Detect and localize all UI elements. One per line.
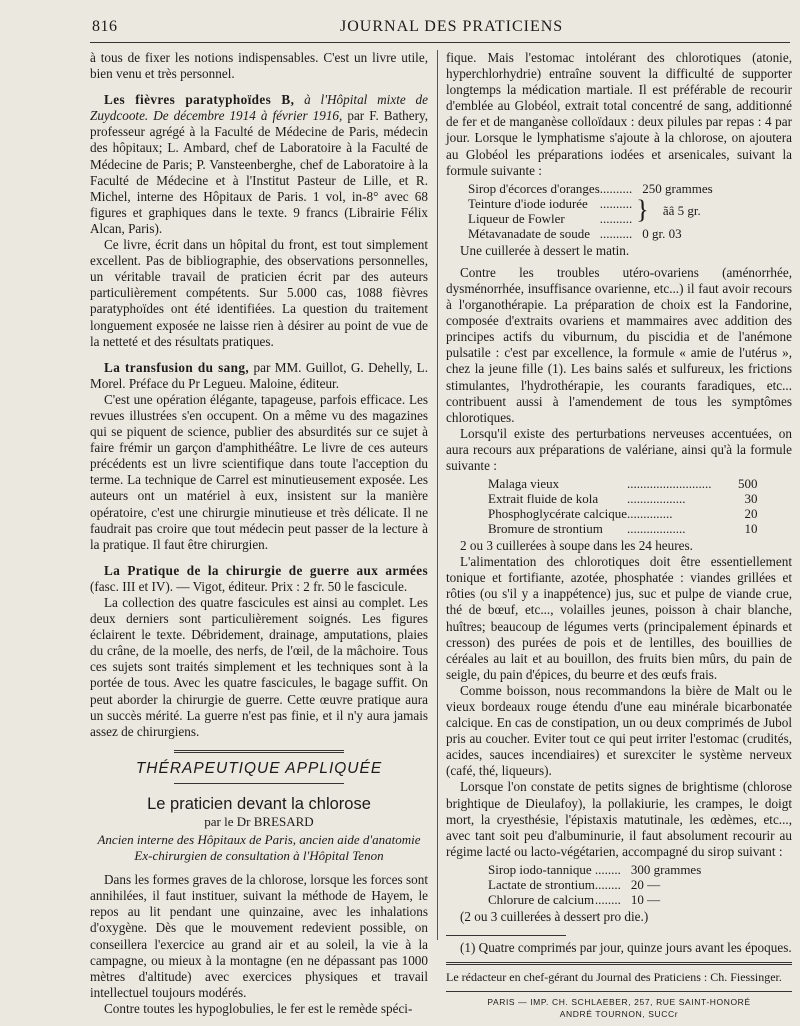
ingredient-name: Extrait fluide de kola <box>488 491 599 507</box>
ingredient-name: Malaga vieux <box>488 476 560 492</box>
article-paragraph: Contre les troubles utéro-ovariens (aménorrhée, dysménorrhée, insuffisance ovarienne, etc...) il faut avoir recours à l'organothérapie. La préparation de choix est la Fandorine, composée d'extraits ovariens et mammaires avec addition des principes actifs du viburnum, du piscidia et de l'anémone pulsatile : c'est par excellence, la formule « amie de l'utérus », chez la jeune fille (1). Les bains salés et sulfureux, les frictions stimulantes, l'hydrothérapie, les courants faradiques, etc... contribuent aussi à l'amendement de tous les symptômes chlorotiques. <box>446 264 792 425</box>
affiliation-line: Ancien interne des Hôpitaux de Paris, ancien aide d'anatomie <box>97 832 421 848</box>
editor-line: Le rédacteur en chef-gérant du Journal des Praticiens : Ch. Fiessinger. <box>446 970 782 985</box>
footnote-rule <box>446 935 566 936</box>
affiliation-line: Ex-chirurgien de consultation à l'Hôpital Tenon <box>134 848 384 864</box>
prescription-sirop <box>488 862 701 907</box>
article-paragraph: fique. Mais l'estomac intolérant des chlorotiques (atonie, hyperchlorhydrie) entraîne souvent la difficulté de supporter longtemps la médication martiale. Il est préférable de recourir d'emblée au Globéol, extrait total concentré de sang, additionné de fer et de manganèse colloïdaux : deux pilules par repas : 4 par jour. Lorsque le lymphatisme s'ajoute à la chlorose, on ajoutera au Globéol les préparations iodées et arsenicales, suivant la formule suivante : <box>446 50 792 178</box>
ingredient-qty: 0 gr. 03 <box>642 225 682 241</box>
prescription-row: Phosphoglycérate calcique .............. 20 <box>488 506 758 522</box>
review-heading: Les fièvres paratyphoïdes B, <box>104 92 295 108</box>
column-divider <box>437 50 438 940</box>
ingredient-name: Métavanadate de soude <box>468 225 591 241</box>
article-paragraph: Dans les formes graves de la chlorose, lorsque les forces sont annihilées, il faut instituer, suivant la méthode de Hayem, le repos au lit pendant une quinzaine, avec les inhalations d'oxygène. Dès que le mouvement redevient possible, on conseillera l'exercice au grand air et au soleil, la vie à la campagne, ou mieux à la montagne (en ne dépassant pas 1000 mètres d'altitude) avec exercices physiques et travail intellectuel toujours modérés. <box>90 872 428 1000</box>
article-paragraph: Lorsque l'on constate de petits signes de brightisme (chlorose brightique de Dieulafoy), la pollakiurie, les crampes, le doigt mort, la cryesthésie, l'épistaxis matutinale, les œdèmes, etc..., avec tant soit peu d'albuminurie, il faut absolument recourir au régime lacté ou lacto-végétarien, accompagné du sirop suivant : <box>446 779 792 859</box>
ingredient-qty: 30 <box>744 491 758 507</box>
prescription-row: Chlorure de calcium ........ 10 — <box>488 892 701 907</box>
ingredient-name: Bromure de strontium <box>488 521 603 537</box>
header-rule <box>90 42 790 43</box>
prescription-row: Bromure de strontium .................. 10 <box>488 521 758 537</box>
ingredient-name: Teinture d'iode iodurée <box>468 195 588 211</box>
prescription-row: Sirop d'écorces d'oranges .......... 250 grammes <box>468 180 713 196</box>
printer-rule <box>446 991 792 992</box>
article-title: Le praticien devant la chlorose <box>147 794 371 813</box>
ingredient-qty: 20 — <box>630 876 661 892</box>
dosage-line: (2 ou 3 cuillerées à dessert pro die.) <box>460 908 649 924</box>
review-citation: par MM. Guillot, G. Dehelly, L. Morel. Préface du Pr Legueu. Maloine, éditeur. <box>90 359 429 391</box>
page-number: 816 <box>92 18 118 35</box>
brace-qty: ãâ 5 gr. <box>662 203 701 219</box>
review-body: Ce livre, écrit dans un hôpital du front, est tout simplement excellent. Pas de bibliographie, des observations personnelles, un véritable travail de praticien écrit par des auteurs particulièrement compétents. Sur 5.000 cas, 1088 fièvres paratyphoïdes ont été identifiées. La question du traitement longuement exposée ne laisse rien à désirer au point de vue de la netteté et des résultats pratiques. <box>90 237 428 349</box>
article-affiliation <box>90 832 428 864</box>
dosage-line: 2 ou 3 cuillerées à soupe dans les 24 heures. <box>460 538 693 554</box>
ingredient-name: Lactate de strontium <box>488 876 595 892</box>
article-paragraph: Lorsqu'il existe des perturbations nerveuses accentuées, on aura recours aux préparations de valériane, ainsi qu'à la formule suivante : <box>446 425 792 473</box>
article-paragraph: L'alimentation des chlorotiques doit être essentiellement tonique et fortifiante, azotée, phosphatée : viandes grillées et rôties (ou s'il y a inappétence) jus, suc et pulpe de viande crue, thé de bœuf, etc..., volailles jeunes, poisson à chair blanche, huîtres; beaucoup de légumes verts (principalement épinards et cresson) des purées de pois et de lentilles, des bouillies de céréales au lait et au bouillon, des fruits bien mûrs, du pain de seigle, du pain d'épices, du beurre et des œufs frais. <box>446 554 792 682</box>
prescription-iodee <box>468 181 713 241</box>
ingredient-name: Phosphoglycérate calcique <box>488 506 627 522</box>
printer-imprint <box>446 996 792 1020</box>
ingredient-qty: 500 <box>737 476 758 492</box>
review-chirurgie <box>90 563 428 595</box>
ingredient-qty: 300 grammes <box>630 861 702 877</box>
prescription-row: Lactate de strontium ........ 20 — <box>488 877 701 892</box>
section-title: THÉRAPEUTIQUE APPLIQUÉE <box>135 759 383 777</box>
prescription-row: Liqueur de Fowler .......... <box>468 210 633 226</box>
ingredient-name: Chlorure de calcium <box>488 891 595 907</box>
review-heading: La transfusion du sang, <box>104 359 250 375</box>
dosage-line: Une cuillerée à dessert le matin. <box>460 242 630 258</box>
prescription-row: Teinture d'iode iodurée .......... } ãâ 5 gr. <box>468 196 713 211</box>
section-rule-bottom <box>174 783 344 784</box>
section-rule-top <box>174 750 344 753</box>
review-citation: par F. Bathery, professeur agrégé à la Faculté de Médecine de Paris, médecin des hôpitaux; L. Ambard, chef de Laboratoire à la Faculté de Médecine de Paris; P. Vansteenberghe, chef de Laboratoire à la Faculté de Médecine et à l'Institut Pasteur de Lille, et R. Michel, interne des Hôpitaux de Paris. 1 vol, in-8° avec 68 figures et graphiques dans le texte. 9 francs (Librairie Félix Alcan, Paris). <box>90 108 428 236</box>
left-column <box>90 50 428 1017</box>
review-heading: La Pratique de la chirurgie de guerre aux armées <box>104 562 428 578</box>
imprint-rule <box>446 962 792 965</box>
ingredient-name: Sirop d'écorces d'oranges <box>468 180 600 196</box>
ingredient-name: Sirop iodo-tannique <box>488 861 592 877</box>
prescription-valeriane <box>488 476 757 536</box>
printer-line: PARIS — IMP. CH. SCHLAEBER, 257, RUE SAINT-HONORÉ <box>487 997 751 1008</box>
brace-mark: } <box>636 194 649 224</box>
ingredient-qty: 10 — <box>630 891 661 907</box>
right-column <box>446 50 792 1020</box>
article-paragraph: Comme boisson, nous recommandons la bière de Malt ou le vieux bordeaux rouge étendu d'une eau minérale bicarbonatée calcique. En cas de constipation, un ou deux comprimés de Jubol pris au coucher. Eviter tout ce qui peut irriter l'estomac (crudités, acides, sauces incendiaires) et surexciter le système nerveux (café, thé, liqueurs). <box>446 682 792 779</box>
review-body: La collection des quatre fascicules est ainsi au complet. Les deux derniers sont particulièrement soignés. Les figures éclairent le texte. Débridement, drainage, amputations, plaies du crâne, de la moelle, des nerfs, de l'œil, de la mâchoire. Tous ces sujets sont traités simplement et les techniques sont à la portée de tous. Avec les quatre fascicules, le bagage suffit. On peut aborder la chirurgie de guerre. Cette œuvre pratique aura un succès mérité. La guerre n'est pas finie, et il n'y aura jamais assez de chirurgiens. <box>90 595 428 739</box>
intro-text: à tous de fixer les notions indispensables. C'est un livre utile, bien venu et très personnel. <box>90 50 428 82</box>
review-citation: (fasc. III et IV). — Vigot, éditeur. Prix : 2 fr. 50 le fascicule. <box>90 578 408 594</box>
journal-title: JOURNAL DES PRATICIENS <box>340 18 564 35</box>
prescription-row: Malaga vieux .......................... 500 <box>488 476 758 492</box>
review-body: C'est une opération élégante, tapageuse, parfois efficace. Les revues illustrées s'en occupent. On a même vu des magazines qui se piquent de science, publier des absurdités sur ce sujet à faire frémir un garçon d'amphithéâtre. Le livre de ces auteurs précédents est un livre scientifique dans toute l'acception du terme. La technique de Carrel est minutieusement exposée. Les auteurs ont un matériel à eux, insistent sur la manière opératoire, c'est une chirurgie minutieuse et très délicate. Il ne faudrait pas croire que tout médecin peut passer de la lecture à la pratique. Il faut être chirurgien. <box>90 391 428 552</box>
prescription-row: Extrait fluide de kola .................. 30 <box>488 491 758 507</box>
footnote: (1) Quatre comprimés par jour, quinze jours avant les époques. <box>460 940 792 956</box>
article-paragraph: Contre toutes les hypoglobulies, le fer est le remède spéci- <box>104 1000 413 1016</box>
article-author: par le Dr BRESARD <box>204 814 314 830</box>
ingredient-qty: 250 grammes <box>642 180 713 196</box>
printer-line: ANDRÉ TOURNON, SUCCr <box>559 1009 679 1020</box>
review-transfusion <box>90 360 428 392</box>
prescription-row: Sirop iodo-tannique ........ 300 grammes <box>488 861 702 877</box>
ingredient-qty: 20 <box>744 506 758 522</box>
review-subtitle: à l'Hôpital mixte de Zuydcoote. De décembre 1914 à février 1916, <box>90 92 428 124</box>
review-paratyphoides <box>90 92 428 237</box>
prescription-row: Métavanadate de soude .......... 0 gr. 03 <box>468 226 713 241</box>
running-header <box>92 18 792 44</box>
ingredient-qty: 10 <box>744 521 758 537</box>
ingredient-name: Liqueur de Fowler <box>468 210 565 226</box>
